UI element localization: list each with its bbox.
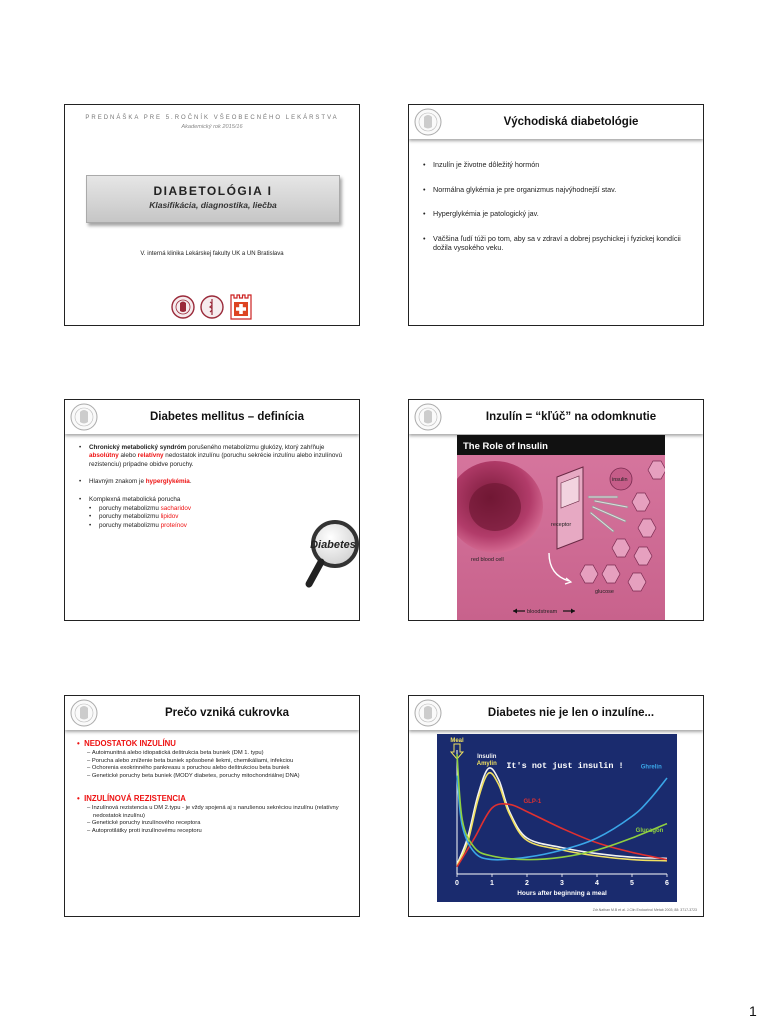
university-seal-icon [69,402,99,432]
slide-basics [408,104,704,326]
main-subtitle: Klasifikácia, diagnostika, liečba [149,200,277,210]
list-item: • Normálna glykémia je pre organizmus najvýhodnejší stav. [423,185,693,195]
causes-list [77,740,351,836]
text: . [189,478,192,486]
bullet-list [423,160,693,253]
x-tick-label: 4 [595,880,599,887]
text: Komplexná metabolická porucha [89,495,181,503]
slide-titlebar [409,105,703,139]
title-box [86,175,340,223]
slide-titlebar [409,400,703,434]
x-tick-label: 2 [525,880,529,887]
list-item [79,478,347,486]
x-tick-label: 0 [455,880,459,887]
main-title: DIABETOLÓGIA I [153,184,273,198]
slide-insulin-key [408,399,704,621]
university-seal-icon [413,698,443,728]
text: alebo [118,452,138,460]
label-rbc: red blood cell [471,557,504,563]
item-text: Autoprotilátky proti inzulínovému receptoru [91,828,202,835]
label-insulin: insulin [612,477,628,483]
list-item: – Genetické poruchy inzulínového receptora [87,820,201,827]
series-label-amylin: Amylin [476,761,497,767]
x-tick-label: 6 [665,880,669,887]
highlight-term: hyperglykémia [145,478,190,486]
slide-titlebar [65,696,359,730]
label-bloodstream: bloodstream [527,609,558,615]
slide-title: Inzulín = “kľúč” na odomknutie [485,411,657,423]
section-title: INZULÍNOVÁ REZISTENCIA [84,793,186,803]
text: nedostatok inzulínu (poruchu sekrécie inzulínu alebo inzulínovú rezistenciu) prípadne obidve poruchy. [89,452,343,468]
section-heading: • NEDOSTATOK INZULÍNU [77,739,176,748]
x-axis-label: Hours after beginning a meal [517,890,607,897]
item-text: Inzulínová rezistencia u DM 2.typu - je vždy spojená aj s narušenou sekréciou inzulínu (relatívny nedostatok inzulínu) [91,804,339,819]
item-text: Genetické poruchy inzulínového receptora [91,820,201,827]
series-label-insulin: Insulin [477,754,497,760]
slide-titlebar [65,400,359,434]
label-glucose: glucose [595,589,614,595]
x-tick-label: 3 [560,880,564,887]
text: poruchy metabolizmu [99,505,161,513]
item-text: Porucha alebo zníženie beta buniek spôsobené liekmi, chemikáliami, infekciou [91,757,294,764]
slide-definition [64,399,360,621]
hospital-logo-icon [231,295,251,319]
magnifier-icon [303,518,359,590]
lecture-header: PREDNÁŠKA PRE 5.ROČNÍK VŠEOBECNÉHO LEKÁRSTVA [85,115,339,121]
slide-titlebar [409,696,703,730]
slide-causes [64,695,360,917]
list-item: – Ochorenia exokrinného pankreasu s poruchou alebo deštrukciou beta buniek [87,765,290,772]
list-item: • Väčšina ľudí túži po tom, aby sa v zdraví a dobrej psychickej i fyzickej kondícii dožila vysokého veku. [423,234,693,253]
highlight-term: lipidov [160,513,179,521]
university-seal-icon [69,698,99,728]
slide-title: Diabetes mellitus – definícia [149,411,305,423]
list-item: – Genetické poruchy beta buniek (MODY diabetes, poruchy mitochondriálnej DNA) [87,773,300,780]
sub-item [89,505,347,513]
text: poruchy metabolizmu [99,513,161,521]
highlight-term: sacharidov [160,505,192,513]
academic-year: Akademický rok 2015/16 [181,124,243,130]
lens-label: Diabetes [310,539,356,551]
meal-label: Meal [450,738,464,744]
list-item: • Inzulín je životne dôležitý hormón [423,160,693,170]
slide-hormones-chart [408,695,704,917]
university-seal-icon [413,107,443,137]
section-title: NEDOSTATOK INZULÍNU [84,739,176,748]
university-seal-icon [172,296,194,318]
chart-title: It's not just insulin ! [506,761,624,771]
highlight-term: relatívny [137,452,164,460]
item-text: Genetické poruchy beta buniek (MODY diabetes, poruchy mitochondriálnej DNA) [91,773,300,780]
list-item [79,444,347,469]
series-label-glp-1: GLP-1 [523,799,542,806]
text: poruchy metabolizmu [99,521,161,529]
figure-title: The Role of Insulin [463,441,548,452]
series-label-ghrelin: Ghrelin [640,764,662,771]
item-text: Autoimunitná alebo idiopatická deštrukcia beta buniek (DM 1. typu) [91,749,264,756]
list-item: – Autoprotilátky proti inzulínovému receptoru [87,828,202,835]
label-receptor: receptor [551,522,572,528]
bold-term: Chronický metabolický syndróm [89,444,187,451]
list-item: • Hyperglykémia je patologický jav. [423,209,693,219]
slide-title: Východiská diabetológie [503,116,639,128]
university-seal-icon [413,402,443,432]
insulin-illustration [457,435,665,621]
highlight-term: proteínov [160,521,187,529]
page-number: 1 [749,1003,757,1019]
section-heading: • INZULÍNOVÁ REZISTENCIA [77,793,186,803]
list-item: – Autoimunitná alebo idiopatická deštrukcia beta buniek (DM 1. typu) [87,749,264,756]
list-item: – Porucha alebo zníženie beta buniek spôsobené liekmi, chemikáliami, infekciou [87,757,294,764]
clinic-name: V. interná klinika Lekárskej fakulty UK a UN Bratislava [140,251,284,257]
slide-title [64,104,360,326]
text: porušeného metabolizmu glukózy, ktorý zahŕňuje [186,444,325,451]
slide-title: Prečo vzniká cukrovka [164,707,289,719]
series-label-glucagon: Glucagon [635,828,664,834]
highlight-term: absolútny [89,452,119,460]
source-note: Zdr.Nathan M.B et al. J.Clin Endocrinol Metab 2003; 88: 3717-3723 [592,908,697,912]
faculty-seal-icon [201,296,223,318]
x-tick-label: 5 [630,880,634,887]
hormone-line-chart [437,734,677,902]
slide-title: Diabetes nie je len o inzulíne... [487,707,655,719]
text: Hlavným znakom je [89,478,146,486]
item-text: Ochorenia exokrinného pankreasu s poruchou alebo deštrukciou beta buniek [91,765,290,772]
x-tick-label: 1 [490,880,494,887]
institution-logos [65,293,359,321]
list-item: – Inzulínová rezistencia u DM 2.typu - je vždy spojená aj s narušenou sekréciou inzulínu (relatívny nedostatok inzulínu) [87,804,339,819]
